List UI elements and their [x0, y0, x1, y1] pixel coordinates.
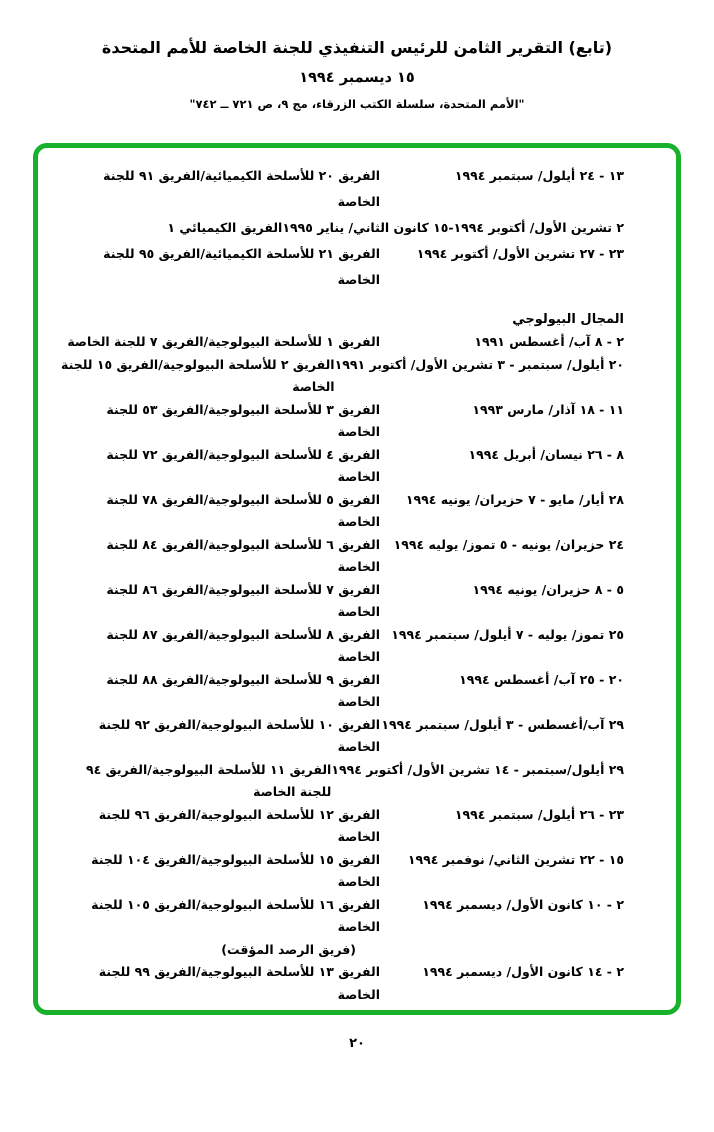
inspection-note-row — [60, 939, 624, 962]
inspection-team: الفريق ٥ للأسلحة البيولوجية/الفريق ٧٨ للجنة الخاصة — [106, 491, 380, 529]
inspection-row — [60, 961, 624, 1006]
inspection-date: ١٣ - ٢٤ أيلول/ سبتمبر ١٩٩٤ — [454, 168, 624, 183]
inspection-date: ٨ - ٢٦ نيسان/ أبريل ١٩٩٤ — [468, 446, 624, 462]
inspection-row — [60, 399, 624, 444]
inspection-row — [60, 241, 624, 293]
inspection-team: الفريق الكيميائي ١ — [167, 220, 283, 235]
inspection-team: الفريق ٢٠ للأسلحة الكيميائية/الفريق ٩١ للجنة الخاصة — [103, 168, 380, 209]
inspection-date: ١٥ - ٢٢ تشرين الثاني/ نوفمبر ١٩٩٤ — [407, 851, 624, 867]
inspection-row — [60, 894, 624, 939]
inspection-team: الفريق ١ للأسلحة البيولوجية/الفريق ٧ للجنة الخاصة — [67, 334, 380, 349]
inspection-date: ٥ - ٨ حزيران/ يونيه ١٩٩٤ — [472, 581, 624, 597]
inspection-team: الفريق ٢١ للأسلحة الكيميائية/الفريق ٩٥ للجنة الخاصة — [103, 246, 380, 287]
inspection-note — [60, 1006, 380, 1015]
inspection-date: ٢ تشرين الأول/ أكتوبر ١٩٩٤-١٥ كانون الثاني/ يناير ١٩٩٥ — [282, 220, 624, 235]
inspection-row — [60, 669, 624, 714]
page-header — [0, 0, 714, 111]
inspection-row — [60, 624, 624, 669]
section-biological — [60, 309, 624, 1015]
inspection-row — [60, 579, 624, 624]
inspection-team: الفريق ٦ للأسلحة البيولوجية/الفريق ٨٤ للجنة الخاصة — [106, 536, 380, 574]
inspection-row — [60, 163, 624, 215]
inspection-row — [60, 849, 624, 894]
inspection-date: ٢٣ - ٢٧ تشرين الأول/ أكتوبر ١٩٩٤ — [416, 246, 624, 261]
inspection-date: ٢٠ - ٢٥ آب/ أغسطس ١٩٩٤ — [459, 671, 624, 687]
section-chemical-continued — [60, 163, 624, 293]
inspection-date: ٢٤ حزيران/ يونيه - ٥ تموز/ يوليه ١٩٩٤ — [393, 536, 624, 552]
inspection-date: ٢ - ١٠ كانون الأول/ ديسمبر ١٩٩٤ — [422, 896, 624, 912]
inspection-team: الفريق ١٥ للأسلحة البيولوجية/الفريق ١٠٤ للجنة الخاصة — [91, 851, 380, 889]
inspection-date: ٢ - ١٤ كانون الأول/ ديسمبر ١٩٩٤ — [422, 964, 624, 979]
inspection-team: الفريق ٧ للأسلحة البيولوجية/الفريق ٨٦ للجنة الخاصة — [106, 581, 380, 619]
inspection-row — [60, 444, 624, 489]
inspection-date: ٢٩ أيلول/سبتمبر - ١٤ تشرين الأول/ أكتوبر ١٩٩٤ — [331, 761, 624, 777]
inspection-row — [60, 331, 624, 354]
section-heading-biological: المجال البيولوجي — [512, 312, 624, 327]
inspection-row — [60, 804, 624, 849]
inspection-row — [60, 354, 624, 399]
inspection-date: ٢ - ٨ آب/ أغسطس ١٩٩١ — [474, 334, 624, 349]
inspection-row — [60, 759, 624, 804]
inspection-row — [60, 534, 624, 579]
inspection-team: الفريق ٨ للأسلحة البيولوجية/الفريق ٨٧ للجنة الخاصة — [106, 626, 380, 664]
highlight-box — [33, 143, 681, 1015]
inspection-date: ٢٩ آب/أغسطس - ٣ أيلول/ سبتمبر ١٩٩٤ — [381, 716, 624, 732]
inspection-row — [60, 215, 624, 241]
inspection-date: ٢٣ - ٢٦ أيلول/ سبتمبر ١٩٩٤ — [454, 806, 624, 822]
inspection-note: (فريق الرصد المؤقت) — [221, 941, 356, 957]
document-date: ١٥ ديسمبر ١٩٩٤ — [299, 70, 415, 86]
inspection-date: ٢٠ أيلول/ سبتمبر - ٣ تشرين الأول/ أكتوبر ١٩٩١ — [334, 356, 624, 372]
inspection-team: الفريق ٢ للأسلحة البيولوجية/الفريق ١٥ للجنة الخاصة — [61, 356, 335, 394]
inspection-date: ١١ - ١٨ آذار/ مارس ١٩٩٣ — [472, 401, 624, 417]
inspection-team: الفريق ١٠ للأسلحة البيولوجية/الفريق ٩٢ للجنة الخاصة — [98, 716, 380, 754]
page-title: (تابع) التقرير الثامن للرئيس التنفيذي للجنة الخاصة للأمم المتحدة — [101, 38, 613, 57]
inspection-row — [60, 489, 624, 534]
inspection-team: الفريق ٩ للأسلحة البيولوجية/الفريق ٨٨ للجنة الخاصة — [106, 671, 380, 709]
inspection-team: الفريق ١٢ للأسلحة البيولوجية/الفريق ٩٦ للجنة الخاصة — [98, 806, 380, 844]
inspection-date: ٢٥ تموز/ يوليه - ٧ أيلول/ سبتمبر ١٩٩٤ — [391, 626, 624, 642]
inspection-team: الفريق ٤ للأسلحة البيولوجية/الفريق ٧٢ للجنة الخاصة — [106, 446, 380, 484]
inspection-note-row — [60, 1006, 624, 1015]
source-citation: "الأمم المتحدة، سلسلة الكتب الزرقاء، مج ٩، ص ٧٢١ ــ ٧٤٢" — [189, 97, 525, 111]
inspection-row — [60, 714, 624, 759]
inspection-team: الفريق ٣ للأسلحة البيولوجية/الفريق ٥٣ للجنة الخاصة — [106, 401, 380, 439]
inspection-team: الفريق ١١ للأسلحة البيولوجية/الفريق ٩٤ للجنة الخاصة — [85, 761, 332, 799]
inspection-team: الفريق ١٣ للأسلحة البيولوجية/الفريق ٩٩ للجنة الخاصة — [98, 964, 380, 1002]
inspection-team: الفريق ١٦ للأسلحة البيولوجية/الفريق ١٠٥ للجنة الخاصة — [91, 896, 380, 934]
page-number: ٢٠ — [349, 1036, 365, 1051]
inspection-table — [38, 148, 676, 1015]
inspection-date: ٢٨ أيار/ مايو - ٧ حزيران/ يونيه ١٩٩٤ — [405, 491, 624, 507]
